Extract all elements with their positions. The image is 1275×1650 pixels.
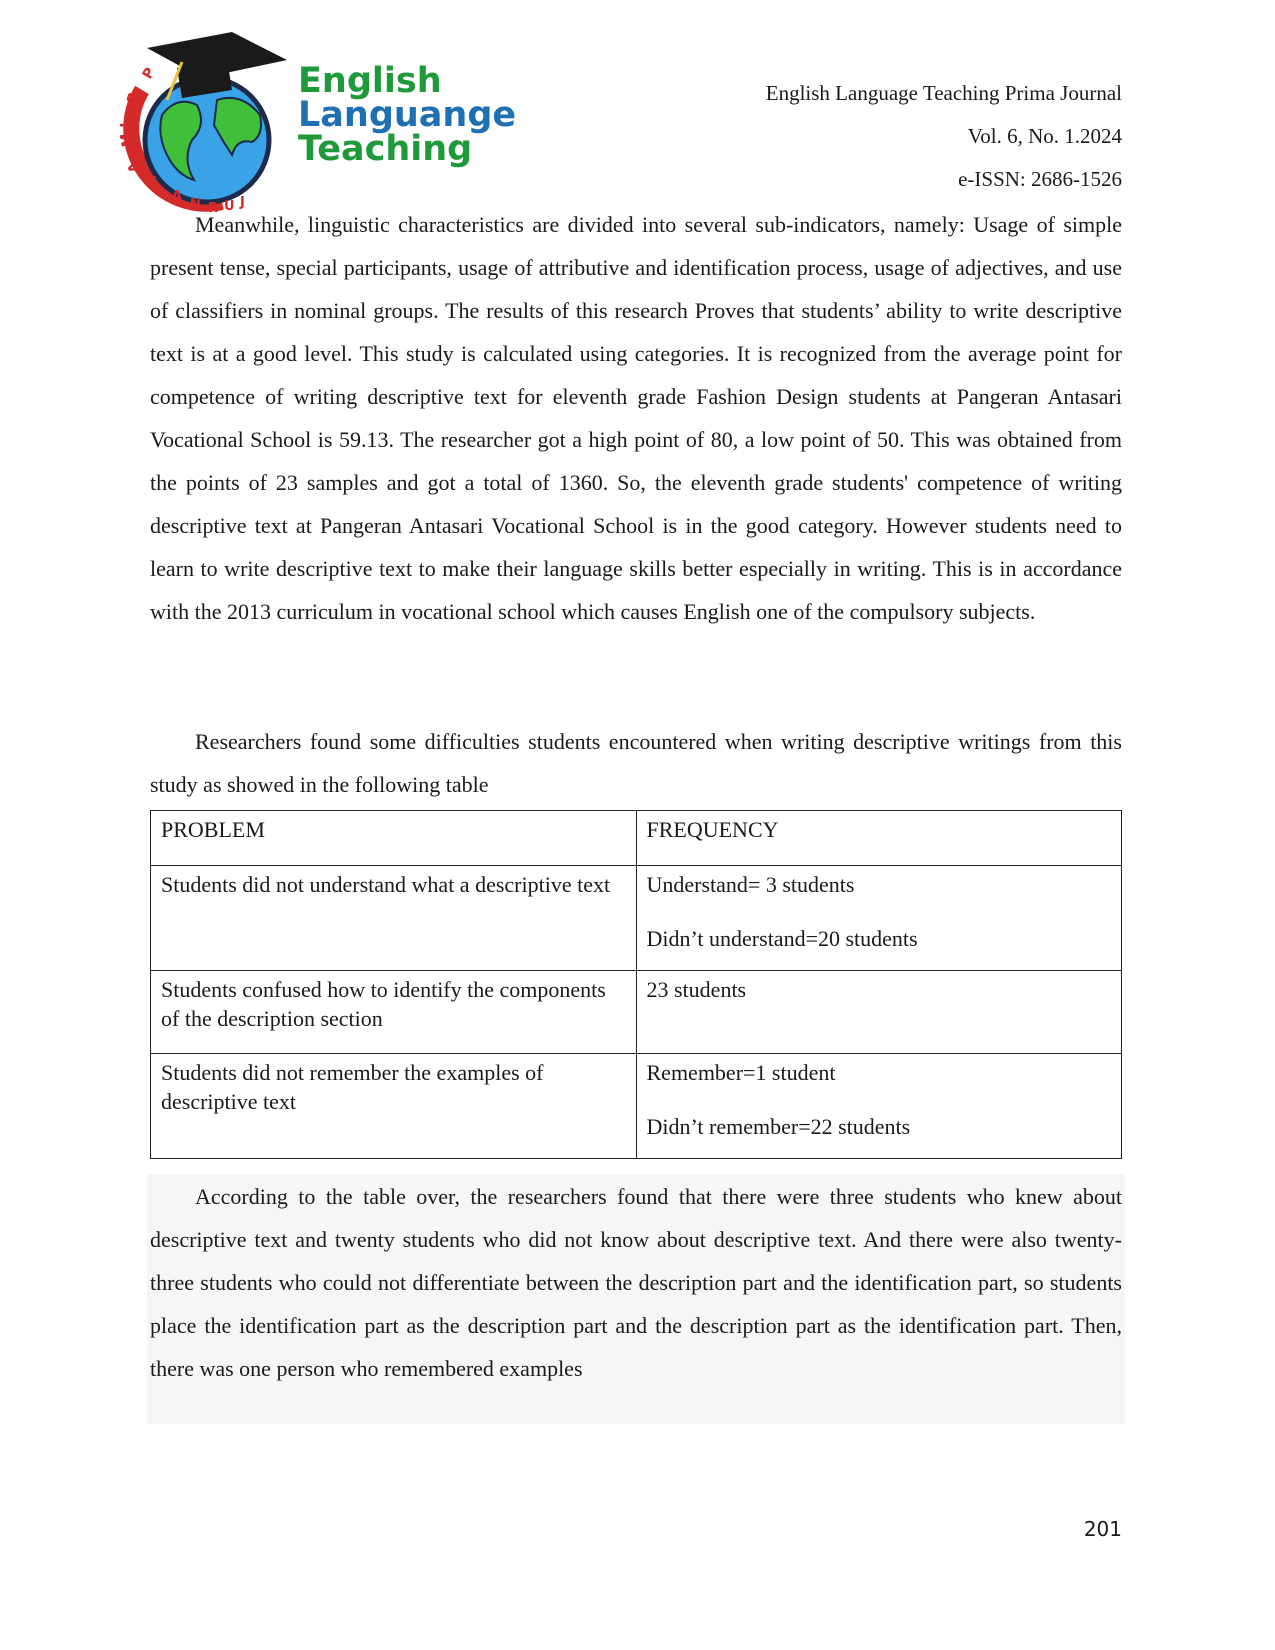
journal-header <box>766 72 1122 201</box>
svg-text:M: M <box>117 131 136 149</box>
frequency-cell <box>636 1054 1122 1159</box>
frequency-cell <box>636 971 1122 1054</box>
svg-text:N: N <box>190 197 201 212</box>
svg-text:R: R <box>208 201 219 216</box>
paragraph-linguistic-characteristics <box>150 203 1122 633</box>
journal-logo <box>117 30 517 216</box>
problem-cell: Students did not understand what a descriptive text <box>151 866 637 971</box>
globe-graduation-cap-icon <box>117 30 312 216</box>
svg-text:R: R <box>124 90 143 106</box>
frequency-line: 23 students <box>646 977 747 1002</box>
page-number: 201 <box>1083 1517 1122 1541</box>
journal-volume: Vol. 6, No. 1.2024 <box>967 124 1122 148</box>
svg-text:L: L <box>152 175 161 190</box>
frequency-line: Didn’t remember=22 students <box>646 1114 911 1139</box>
svg-text:A: A <box>172 189 183 204</box>
logo-line-english: English <box>298 61 442 101</box>
table-row <box>151 866 1122 971</box>
table-header-row <box>151 811 1122 866</box>
logo-wordmark <box>298 61 517 169</box>
problem-cell: Students confused how to identify the components of the description section <box>151 971 637 1054</box>
logo-line-languange: Languange <box>298 95 517 135</box>
svg-text:I: I <box>118 122 135 129</box>
journal-issn: e-ISSN: 2686-1526 <box>958 167 1122 191</box>
paragraph-table-intro <box>150 720 1122 806</box>
svg-text:U: U <box>224 199 235 214</box>
frequency-cell <box>636 866 1122 971</box>
table-row <box>151 971 1122 1054</box>
difficulties-table <box>150 810 1122 1159</box>
paragraph-text: Researchers found some difficulties students encountered when writing descriptive writings from this study as showed in the following table <box>150 729 1122 797</box>
logo-line-teaching: Teaching <box>298 129 473 169</box>
header-problem: PROBLEM <box>151 811 637 866</box>
paragraph-table-discussion <box>150 1175 1122 1390</box>
header-frequency: FREQUENCY <box>636 811 1122 866</box>
paragraph-text: Meanwhile, linguistic characteristics are divided into several sub-indicators, namely: Usage of simple present tense, special participants, usage of attributive and identification process, usage of adjectives, and use of classifiers in nominal groups. The results of this research Proves that students’ ability to write descriptive text is at a good level. This study is calculated using categories. It is recognized from the average point for competence of writing descriptive text for eleventh grade Fashion Design students at Pangeran Antasari Vocational School is 59.13. The researcher got a high point of 80, a low point of 50. This was obtained from the points of 23 samples and got a total of 1360. So, the eleventh grade students' competence of writing descriptive text at Pangeran Antasari Vocational School is in the good category. However students need to learn to write descriptive text to make their language skills better especially in writing. This is in accordance with the 2013 curriculum in vocational school which causes English one of the compulsory subjects. <box>150 212 1122 624</box>
frequency-line: Remember=1 student <box>646 1060 836 1085</box>
problem-cell: Students did not remember the examples of descriptive text <box>151 1054 637 1159</box>
journal-title: English Language Teaching Prima Journal <box>765 81 1122 105</box>
svg-text:J: J <box>240 195 245 210</box>
frequency-line: Understand= 3 students <box>646 872 855 897</box>
frequency-line: Didn’t understand=20 students <box>646 926 918 951</box>
svg-text:A: A <box>124 158 144 176</box>
svg-text:P: P <box>139 65 159 82</box>
table-row <box>151 1054 1122 1159</box>
paragraph-text: According to the table over, the researchers found that there were three students who knew about descriptive text and twenty students who did not know about descriptive text. And there were also twenty-three students who could not differentiate between the description part and the identification part, so students place the identification part as the description part and the description part as the identification part. Then, there was one person who remembered examples <box>150 1184 1122 1381</box>
